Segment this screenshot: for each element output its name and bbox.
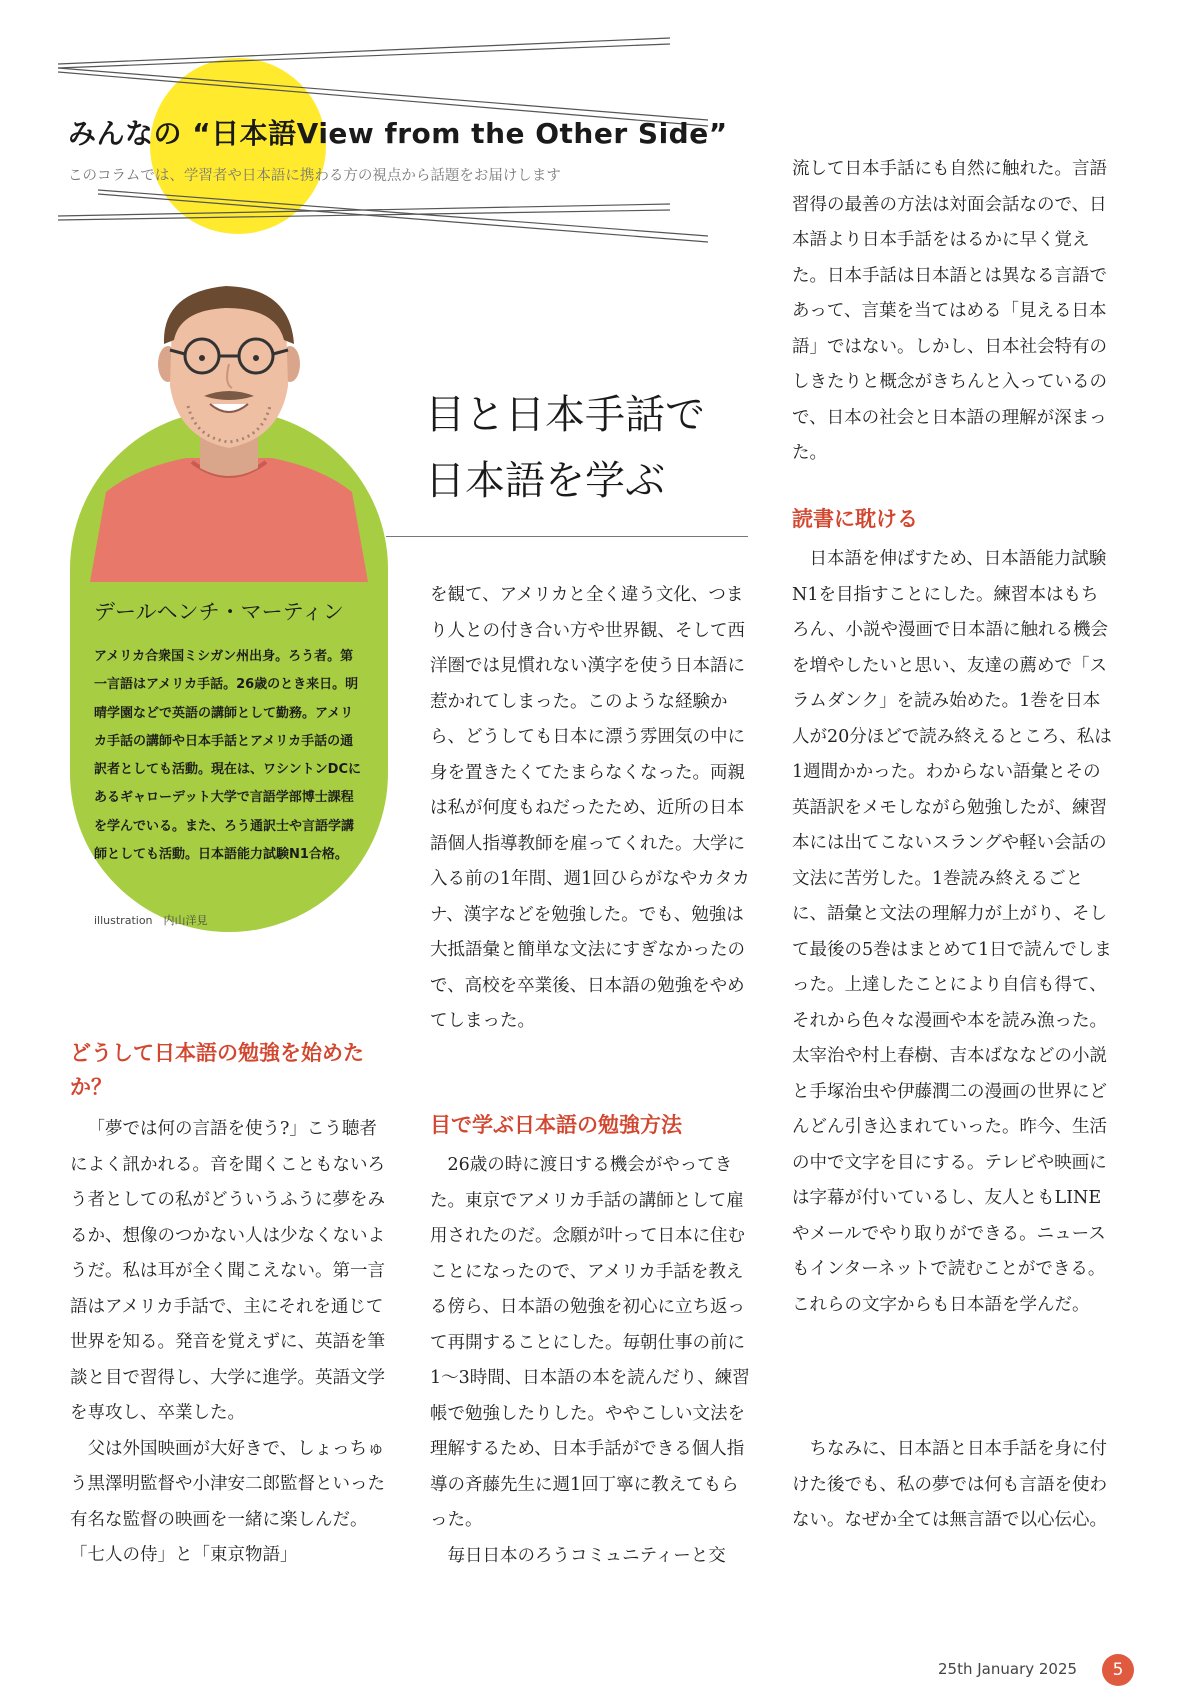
paragraph: 「夢では何の言語を使う?」こう聴者によく訊かれる。音を聞くこともないろう者としての私がどういうふうに夢をみるか、想像のつかない人は少なくないようだ。私は耳が全く聞こえない。第一言語はアメリカ手話で、主にそれを通じて世界を知る。発音を覚えずに、英語を筆談と目で習得し、大学に進学。英語文学を専攻し、卒業した。 <box>70 1119 385 1423</box>
column-subtitle: このコラムでは、学習者や日本語に携わる方の視点から話題をお届けします <box>68 168 561 184</box>
section-heading-why-start: どうして日本語の勉強を始めたか？ <box>70 1041 364 1099</box>
issue-date: 25th January 2025 <box>938 1660 1078 1678</box>
author-portrait-illustration <box>76 278 382 582</box>
section2-body <box>430 1148 750 1574</box>
illustration-credit: illustration 内山洋見 <box>94 914 208 927</box>
section-heading-reading: 読書に耽ける <box>792 507 918 531</box>
author-name: デールヘンチ・マーティン <box>94 600 344 624</box>
paragraph: 毎日日本のろうコミュニティーと交 <box>447 1545 726 1566</box>
headline-line-1: 目と日本手話で <box>425 392 705 438</box>
paragraph: 日本語を伸ばすため、日本語能力試験N1を目指すことにした。練習本はもちろん、小説や漫画で日本語に触れる機会を増やしたいと思い、友達の薦めで「スラムダンク」を読み始めた。1巻を日本人が20分ほどで読み終えるところ、私は1週間かかった。わからない語彙とその英語訳をメモしながら勉強したが、練習本には出てこないスラングや軽い会話の文法に苦労した。1巻読み終えるごとに、語彙と文法の理解力が上がり、そして最後の5巻はまとめて1日で読んでしまった。上達したことにより自信も得て、それから色々な漫画や本を読み漁った。太宰治や村上春樹、吉本ばななどの小説と手塚治虫や伊藤潤二の漫画の世界にどんどん引き込まれていった。昨今、生活の中で文字を目にする。テレビや映画には字幕が付いているし、友人ともLINEやメールでやり取りができる。ニュースもインターネットで読むことができる。これらの文字からも日本語を学んだ。 <box>792 549 1112 1315</box>
headline-line-2: 日本語を学ぶ <box>425 458 665 504</box>
paragraph: 父は外国映画が大好きで、しょっちゅう黒澤明監督や小津安二郎監督といった有名な監督の映画を一緒に楽しんだ。「七人の侍」と「東京物語」 <box>70 1438 385 1565</box>
paragraph: 流して日本手話にも自然に触れた。言語習得の最善の方法は対面会話なので、日本語より日本手話をはるかに早く覚えた。日本手話は日本語とは異なる言語であって、言葉を当てはめる「見える日本語」ではない。しかし、日本社会特有のしきたりと概念がきちんと入っているので、日本の社会と日本語の理解が深まった。 <box>792 159 1107 463</box>
section3-body <box>792 542 1114 1323</box>
section1-body-continued <box>430 578 750 1040</box>
author-bio: アメリカ合衆国ミシガン州出身。ろう者。第一言語はアメリカ手話。26歳のとき来日。明晴学園などで英語の講師として勤務。アメリカ手話の講師や日本手話とアメリカ手話の通訳者としても活動。現在は、ワシントンDCにあるギャローデット大学で言語学部博士課程を学んでいる。また、ろう通訳士や言語学講師としても活動。日本語能力試験N1合格。 <box>94 649 362 863</box>
closing-body <box>792 1432 1114 1539</box>
column-title: みんなの “日本語View from the Other Side” <box>68 117 728 150</box>
article-headline <box>425 382 705 514</box>
page-number-badge: 5 <box>1102 1654 1134 1686</box>
section2-body-continued <box>792 152 1114 472</box>
section1-body <box>70 1112 390 1574</box>
headline-divider <box>386 536 748 537</box>
paragraph: を観て、アメリカと全く違う文化、つまり人との付き合い方や世界観、そして西洋圏では見慣れない漢字を使う日本語に惹かれてしまった。このような経験から、どうしても日本に漂う雰囲気の中に身を置きたくてたまらなくなった。両親は私が何度もねだったため、近所の日本語個人指導教師を雇ってくれた。大学に入る前の1年間、週1回ひらがなやカタカナ、漢字などを勉強した。でも、勉強は大抵語彙と簡単な文法にすぎなかったので、高校を卒業後、日本語の勉強をやめてしまった。 <box>430 585 750 1031</box>
paragraph: 26歳の時に渡日する機会がやってきた。東京でアメリカ手話の講師として雇用されたのだ。念願が叶って日本に住むことになったので、アメリカ手話を教える傍ら、日本語の勉強を初心に立ち返って再開することにした。毎朝仕事の前に1〜3時間、日本語の本を読んだり、練習帳で勉強したりした。ややこしい文法を理解するため、日本手話ができる個人指導の斉藤先生に週1回丁寧に教えてもらった。 <box>430 1155 750 1530</box>
section-heading-study-method: 目で学ぶ日本語の勉強方法 <box>430 1113 682 1137</box>
paragraph: ちなみに、日本語と日本手話を身に付けた後でも、私の夢では何も言語を使わない。なぜか全ては無言語で以心伝心。 <box>792 1439 1107 1530</box>
